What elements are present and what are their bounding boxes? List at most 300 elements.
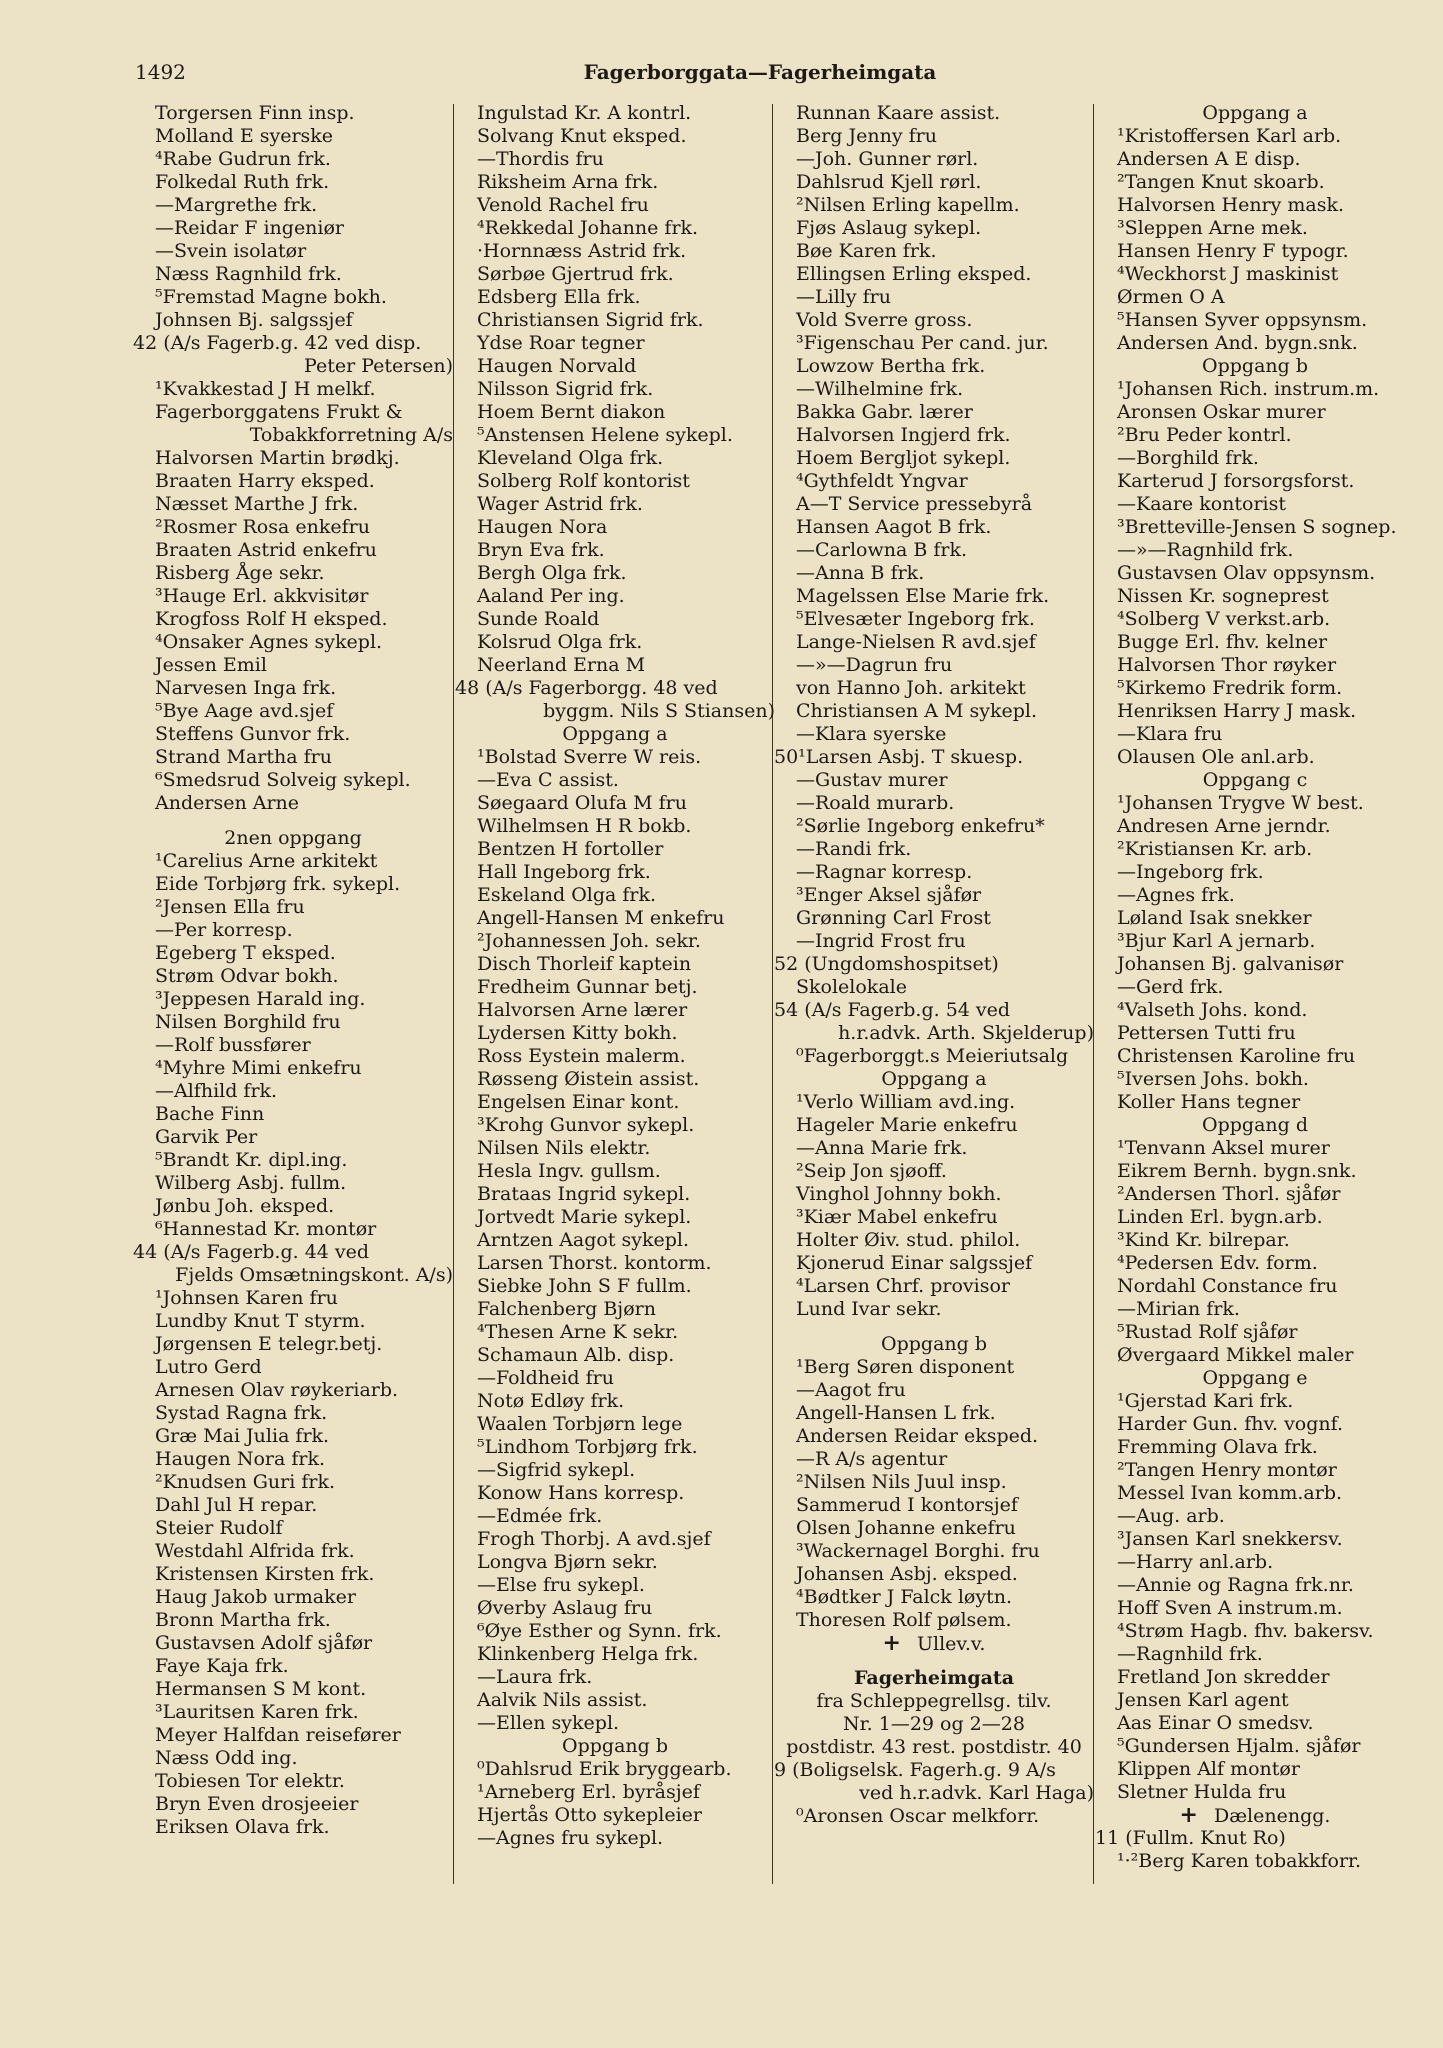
listing-line: Tobakkforretning A/s [249, 424, 453, 446]
section-heading: Oppgang a [881, 1068, 987, 1090]
section-heading: Oppgang a [1202, 102, 1308, 124]
listing-line: ⁵Fremstad Magne bokh. [155, 286, 387, 308]
listing-line: Venold Rachel fru [477, 194, 649, 216]
cross-street-label: Dælenengg. [1213, 1805, 1331, 1827]
listing-line: Falchenberg Bjørn [477, 1298, 656, 1320]
house-number-entry: 11 (Fullm. Knut Ro) [1095, 1827, 1286, 1849]
listing-line: ⁵Kirkemo Fredrik form. [1117, 677, 1343, 699]
listing-line: Nilsen Nils elektr. [477, 1137, 651, 1159]
listing-line: ²Rosmer Rosa enkefru [155, 516, 370, 538]
listing-line: Øvergaard Mikkel maler [1117, 1344, 1354, 1366]
listing-line: ³Krohg Gunvor sykepl. [477, 1114, 695, 1136]
listing-line: Bentzen H fortoller [477, 838, 664, 860]
listing-line: ¹Kristoffersen Karl arb. [1117, 125, 1342, 147]
listing-line: ¹Gjerstad Kari frk. [1117, 1390, 1294, 1412]
listing-line: Vinghol Johnny bokh. [796, 1183, 1002, 1205]
listing-line: ⁴Rabe Gudrun frk. [155, 148, 331, 170]
house-number-entry: 44 (A/s Fagerb.g. 44 ved [133, 1241, 370, 1263]
listing-line: ¹Carelius Arne arkitekt [155, 850, 378, 872]
listing-line: Hansen Aagot B frk. [796, 516, 992, 538]
listing-line: Lowzow Bertha frk. [796, 355, 986, 377]
listing-line: Arntzen Aagot sykepl. [477, 1229, 690, 1251]
section-heading: Oppgang e [1202, 1367, 1308, 1389]
listing-line: Klippen Alf montør [1117, 1758, 1300, 1780]
section-heading: 2nen oppgang [224, 827, 362, 849]
listing-line: Aas Einar O smedsv. [1117, 1712, 1314, 1734]
section-heading: fra Schleppegrellsg. tilv. [816, 1690, 1052, 1712]
listing-line: Steier Rudolf [155, 1517, 283, 1539]
house-number-entry: 42 (A/s Fagerb.g. 42 ved disp. [133, 332, 422, 354]
house-number-entry: 50¹Larsen Asbj. T skuesp. [774, 746, 1024, 768]
listing-line: Gustavsen Adolf sjåfør [155, 1632, 373, 1654]
listing-line: ¹Arneberg Erl. byråsjef [477, 1781, 700, 1803]
listing-line: —Margrethe frk. [155, 194, 318, 216]
listing-line: ²Tangen Knut skoarb. [1117, 171, 1325, 193]
listing-line: Jensen Karl agent [1117, 1689, 1289, 1711]
listing-line: Andersen And. bygn.snk. [1117, 332, 1358, 354]
listing-line: Fremming Olava frk. [1117, 1436, 1318, 1458]
listing-line: Røsseng Øistein assist. [477, 1068, 700, 1090]
directory-column-1 [133, 102, 453, 1839]
listing-line: Strøm Odvar bokh. [155, 965, 339, 987]
listing-line: Henriksen Harry J mask. [1117, 700, 1357, 722]
listing-line: Klinkenberg Helga frk. [477, 1643, 699, 1665]
listing-line: Christensen Karoline fru [1117, 1045, 1356, 1067]
section-heading: Oppgang b [881, 1333, 987, 1355]
listing-line: Fredheim Gunnar betj. [477, 976, 698, 998]
listing-line: Thoresen Rolf pølsem. [796, 1609, 1012, 1631]
listing-line: Frogh Thorbj. A avd.sjef [477, 1528, 711, 1550]
listing-line: Fretland Jon skredder [1117, 1666, 1330, 1688]
listing-line: ³Sleppen Arne mek. [1117, 217, 1308, 239]
listing-line: Aronsen Oskar murer [1117, 401, 1326, 423]
listing-line: ³Enger Aksel sjåfør [796, 884, 982, 906]
listing-line: —Joh. Gunner rørl. [796, 148, 979, 170]
listing-line: Grønning Carl Frost [796, 907, 991, 929]
section-heading: Oppgang a [562, 723, 668, 745]
listing-line: ²Sørlie Ingeborg enkefru* [796, 815, 1045, 837]
listing-line: ⁴Pedersen Edv. form. [1117, 1252, 1318, 1274]
listing-line: Risberg Åge sekr. [155, 562, 325, 584]
house-number-entry: 54 (A/s Fagerb.g. 54 ved [774, 999, 1011, 1021]
listing-line: Jønbu Joh. eksped. [155, 1195, 335, 1217]
listing-line: Lundby Knut T styrm. [155, 1310, 366, 1332]
listing-line: Skolelokale [796, 976, 907, 998]
listing-line: Hesla Ingv. gullsm. [477, 1160, 661, 1182]
listing-line: ²Tangen Henry montør [1117, 1459, 1337, 1481]
listing-line: —Anna B frk. [796, 562, 925, 584]
listing-line: ⁵Anstensen Helene sykepl. [477, 424, 733, 446]
listing-line: Ingulstad Kr. A kontrl. [477, 102, 692, 124]
listing-line: ⁵Bye Aage avd.sjef [155, 700, 334, 722]
listing-line: Næss Ragnhild frk. [155, 263, 342, 285]
listing-line: ²Jensen Ella fru [155, 896, 305, 918]
listing-line: —Gerd frk. [1117, 976, 1224, 998]
house-number-entry: 48 (A/s Fagerborgg. 48 ved [455, 677, 718, 699]
listing-line: Holter Øiv. stud. philol. [796, 1229, 1021, 1251]
listing-line: —Carlowna B frk. [796, 539, 967, 561]
listing-line: Bryn Even drosjeeier [155, 1793, 359, 1815]
section-heading: Fagerheimgata [853, 1667, 1015, 1689]
listing-line: ved h.r.advk. Karl Haga) [859, 1782, 1094, 1804]
listing-line: ⁴Valseth Johs. kond. [1117, 999, 1308, 1021]
listing-line: von Hanno Joh. arkitekt [796, 677, 1026, 699]
listing-line: ³Bretteville-Jensen S sognep. [1117, 516, 1397, 538]
listing-line: ⁴Bødtker J Falck løytn. [796, 1586, 1013, 1608]
listing-line: Hageler Marie enkefru [796, 1114, 1018, 1136]
listing-line: Lange-Nielsen R avd.sjef [796, 631, 1036, 653]
listing-line: Halvorsen Arne lærer [477, 999, 688, 1021]
listing-line: ·Hornnæss Astrid frk. [477, 240, 687, 262]
listing-line: Halvorsen Thor røyker [1117, 654, 1337, 676]
listing-line: Hall Ingeborg frk. [477, 861, 651, 883]
listing-line: —Randi frk. [796, 838, 912, 860]
listing-line: Siebke John S F fullm. [477, 1275, 692, 1297]
listing-line: Olausen Ole anl.arb. [1117, 746, 1315, 768]
listing-line: —Ragnhild frk. [1117, 1643, 1263, 1665]
listing-line: —Edmée frk. [477, 1505, 603, 1527]
listing-line: Hoem Bernt diakon [477, 401, 666, 423]
listing-line: ⁶Smedsrud Solveig sykepl. [155, 769, 411, 791]
listing-line: Andersen A E disp. [1117, 148, 1301, 170]
listing-line: ²Nilsen Erling kapellm. [796, 194, 1020, 216]
listing-line: ³Kiær Mabel enkefru [796, 1206, 998, 1228]
listing-line: ⁵Iversen Johs. bokh. [1117, 1068, 1309, 1090]
listing-line: Fjøs Aslaug sykepl. [796, 217, 982, 239]
listing-line: Angell-Hansen L frk. [796, 1402, 996, 1424]
listing-line: Runnan Kaare assist. [796, 102, 1001, 124]
page-header [135, 60, 1385, 94]
page-number: 1492 [135, 60, 186, 84]
listing-line: Kolsrud Olga frk. [477, 631, 643, 653]
listing-line: —Ingrid Frost fru [796, 930, 966, 952]
listing-line: Eikrem Bernh. bygn.snk. [1117, 1160, 1357, 1182]
listing-line: ⁵Lindhom Torbjørg frk. [477, 1436, 698, 1458]
listing-line: —Else fru sykepl. [477, 1574, 645, 1596]
listing-line: —»—Dagrun fru [796, 654, 953, 676]
listing-line: Græ Mai Julia frk. [155, 1425, 330, 1447]
listing-line: Haug Jakob urmaker [155, 1586, 356, 1608]
listing-line: ¹Tenvann Aksel murer [1117, 1137, 1330, 1159]
listing-line: Wager Astrid frk. [477, 493, 643, 515]
listing-line: —Agnes fru sykepl. [477, 1827, 664, 1849]
listing-line: Strand Martha fru [155, 746, 332, 768]
listing-line: ³Jeppesen Harald ing. [155, 988, 366, 1010]
listing-line: Arnesen Olav røykeriarb. [155, 1379, 399, 1401]
house-number-entry: 9 (Boligselsk. Fagerh.g. 9 A/s [774, 1759, 1056, 1781]
listing-line: ¹Verlo William avd.ing. [796, 1091, 1016, 1113]
listing-line: Vold Sverre gross. [796, 309, 973, 331]
listing-line: —Eva C assist. [477, 769, 619, 791]
listing-line: Aalvik Nils assist. [477, 1689, 648, 1711]
listing-line: —Klara syerske [796, 723, 947, 745]
listing-line: Nissen Kr. sogneprest [1117, 585, 1329, 607]
listing-line: ⁵Gundersen Hjalm. sjåfør [1117, 1735, 1361, 1757]
listing-line: —Gustav murer [796, 769, 948, 791]
listing-line: Eriksen Olava frk. [155, 1816, 330, 1838]
section-heading: Oppgang b [1202, 355, 1308, 377]
listing-line: Brataas Ingrid sykepl. [477, 1183, 691, 1205]
listing-line: h.r.advk. Arth. Skjelderup) [838, 1022, 1094, 1044]
listing-line: Peter Petersen) [304, 355, 453, 377]
listing-line: —Wilhelmine frk. [796, 378, 964, 400]
listing-line: Longva Bjørn sekr. [477, 1551, 658, 1573]
listing-line: Fagerborggatens Frukt & [155, 401, 403, 423]
listing-line: Næss Odd ing. [155, 1747, 298, 1769]
listing-line: ⁵Hansen Syver oppsynsm. [1117, 309, 1368, 331]
listing-line: Hansen Henry F typogr. [1117, 240, 1349, 262]
listing-line: Sammerud I kontorsjef [796, 1494, 1018, 1516]
listing-line: Krogfoss Rolf H eksped. [155, 608, 388, 630]
listing-line: ⁴Strøm Hagb. fhv. bakersv. [1117, 1620, 1374, 1642]
listing-line: Edsberg Ella frk. [477, 286, 641, 308]
listing-line: Wilhelmsen H R bokb. [477, 815, 692, 837]
listing-line: ²Nilsen Nils Juul insp. [796, 1471, 1007, 1493]
listing-line: —Harry anl.arb. [1117, 1551, 1274, 1573]
listing-line: —Reidar F ingeniør [155, 217, 345, 239]
listing-line: —Svein isolatør [155, 240, 307, 262]
listing-line: Jessen Emil [155, 654, 267, 676]
listing-line: Linden Erl. bygn.arb. [1117, 1206, 1323, 1228]
listing-line: ³Hauge Erl. akkvisitør [155, 585, 369, 607]
listing-line: Harder Gun. fhv. vognf. [1117, 1413, 1344, 1435]
listing-line: Bryn Eva frk. [477, 539, 605, 561]
listing-line: Øverby Aslaug fru [477, 1597, 653, 1619]
listing-line: Gustavsen Olav oppsynsm. [1117, 562, 1376, 584]
listing-line: Fjelds Omsætningskont. A/s) [175, 1264, 453, 1286]
listing-line: Kristensen Kirsten frk. [155, 1563, 375, 1585]
spacer [774, 1321, 1094, 1333]
listing-line: ⁴Thesen Arne K sekr. [477, 1321, 679, 1343]
listing-line: Pettersen Tutti fru [1117, 1022, 1296, 1044]
directory-column-4 [1095, 102, 1415, 1873]
listing-line: Meyer Halfdan reisefører [155, 1724, 401, 1746]
listing-line: Halvorsen Martin brødkj. [155, 447, 400, 469]
listing-line: Lydersen Kitty bokh. [477, 1022, 678, 1044]
listing-line: —Mirian frk. [1117, 1298, 1240, 1320]
listing-line: ⁴Weckhorst J maskinist [1117, 263, 1339, 285]
listing-line: —Agnes frk. [1117, 884, 1235, 906]
listing-line: ²Bru Peder kontrl. [1117, 424, 1292, 446]
listing-line: Folkedal Ruth frk. [155, 171, 330, 193]
listing-line: Christiansen A M sykepl. [796, 700, 1038, 722]
listing-line: ⁵Elvesæter Ingeborg frk. [796, 608, 1035, 630]
listing-line: Nilsen Borghild fru [155, 1011, 341, 1033]
listing-line: ¹Johnsen Karen fru [155, 1287, 338, 1309]
listing-line: Eide Torbjørg frk. sykepl. [155, 873, 401, 895]
listing-line: Messel Ivan komm.arb. [1117, 1482, 1343, 1504]
listing-line: Molland E syerske [155, 125, 334, 147]
listing-line: —Rolf bussfører [155, 1034, 311, 1056]
listing-line: ⁴Larsen Chrf. provisor [796, 1275, 1010, 1297]
listing-line: Karterud J forsorgsforst. [1117, 470, 1355, 492]
listing-line: Steffens Gunvor frk. [155, 723, 351, 745]
spacer [774, 1655, 1094, 1667]
listing-line: Johansen Asbj. eksped. [796, 1563, 1018, 1585]
listing-line: ⁶Øye Esther og Synn. frk. [477, 1620, 722, 1642]
listing-line: —Per korresp. [155, 919, 293, 941]
listing-line: Larsen Thorst. kontorm. [477, 1252, 712, 1274]
listing-line: —R A/s agentur [796, 1448, 948, 1470]
listing-line: Bakka Gabr. lærer [796, 401, 973, 423]
listing-line: Tobiesen Tor elektr. [155, 1770, 345, 1792]
listing-line: ⁴Onsaker Agnes sykepl. [155, 631, 383, 653]
listing-line: Andersen Arne [155, 792, 300, 814]
listing-line: Berg Jenny fru [796, 125, 937, 147]
listing-line: Hoem Bergljot sykepl. [796, 447, 1011, 469]
listing-line: ⁰Dahlsrud Erik bryggearb. [477, 1758, 732, 1780]
listing-line: ³Figenschau Per cand. jur. [796, 332, 1049, 354]
listing-line: —Kaare kontorist [1117, 493, 1287, 515]
listing-line: ³Lauritsen Karen frk. [155, 1701, 359, 1723]
listing-line: Eskeland Olga frk. [477, 884, 657, 906]
section-heading: Oppgang d [1202, 1114, 1308, 1136]
listing-line: ⁵Brandt Kr. dipl.ing. [155, 1149, 348, 1171]
listing-line: ³Bjur Karl A jernarb. [1117, 930, 1316, 952]
listing-line: —»—Ragnhild frk. [1117, 539, 1294, 561]
listing-line: Konow Hans korresp. [477, 1482, 685, 1504]
listing-line: Kjonerud Einar salgssjef [796, 1252, 1033, 1274]
listing-line: ⁵Rustad Rolf sjåfør [1117, 1321, 1298, 1343]
listing-line: Sletner Hulda fru [1117, 1781, 1287, 1803]
listing-line: Bugge Erl. fhv. kelner [1117, 631, 1328, 653]
listing-line: ³Wackernagel Borghi. fru [796, 1540, 1040, 1562]
listing-line: —Ingeborg frk. [1117, 861, 1264, 883]
listing-line: Ydse Roar tegner [477, 332, 645, 354]
listing-line: Christiansen Sigrid frk. [477, 309, 704, 331]
listing-line: Andresen Arne jerndr. [1117, 815, 1331, 837]
listing-line: Faye Kaja frk. [155, 1655, 289, 1677]
listing-line: Notø Edløy frk. [477, 1390, 625, 1412]
listing-line: Hermansen S M kont. [155, 1678, 367, 1700]
cross-icon: + [882, 1632, 901, 1655]
listing-line: Jortvedt Marie sykepl. [477, 1206, 692, 1228]
listing-line: Næsset Marthe J frk. [155, 493, 359, 515]
listing-line: Dahl Jul H repar. [155, 1494, 318, 1516]
listing-line: ²Kristiansen Kr. arb. [1117, 838, 1313, 860]
listing-line: A—T Service pressebyrå [796, 493, 1033, 515]
listing-line: ¹Johansen Rich. instrum.m. [1117, 378, 1380, 400]
listing-line: ⁰Fagerborggt.s Meieriutsalg [796, 1045, 1069, 1067]
listing-line: ²Knudsen Guri frk. [155, 1471, 335, 1493]
section-heading: Nr. 1—29 og 2—28 [843, 1713, 1025, 1735]
listing-line: Ellingsen Erling eksped. [796, 263, 1032, 285]
listing-line: ¹Bolstad Sverre W reis. [477, 746, 702, 768]
listing-line: Braaten Astrid enkefru [155, 539, 377, 561]
listing-line: Solberg Rolf kontorist [477, 470, 690, 492]
page-title: Fagerborggata—Fagerheimgata [583, 60, 937, 84]
listing-line: —Annie og Ragna frk.nr. [1117, 1574, 1354, 1596]
listing-line: Westdahl Alfrida frk. [155, 1540, 355, 1562]
listing-line: Johnsen Bj. salgssjef [155, 309, 353, 331]
listing-line: ⁴Solberg V verkst.arb. [1117, 608, 1331, 630]
listing-line: Søegaard Olufa M fru [477, 792, 687, 814]
section-heading: postdistr. 43 rest. postdistr. 40 [786, 1736, 1082, 1758]
listing-line: Johansen Bj. galvanisør [1117, 953, 1344, 975]
listing-line: ¹·²Berg Karen tobakkforr. [1117, 1850, 1362, 1872]
listing-line: Riksheim Arna frk. [477, 171, 659, 193]
listing-line: —Borghild frk. [1117, 447, 1259, 469]
listing-line: —Aug. arb. [1117, 1505, 1225, 1527]
listing-line: Bøe Karen frk. [796, 240, 937, 262]
listing-line: —Ragnar korresp. [796, 861, 973, 883]
listing-line: ¹Kvakkestad J H melkf. [155, 378, 376, 400]
listing-line: Hoff Sven A instrum.m. [1117, 1597, 1343, 1619]
listing-line: ¹Johansen Trygve W best. [1117, 792, 1364, 814]
listing-line: ³Kind Kr. bilrepar. [1117, 1229, 1290, 1251]
listing-line: Torgersen Finn insp. [155, 102, 355, 124]
listing-line: Sunde Roald [477, 608, 600, 630]
listing-line: Koller Hans tegner [1117, 1091, 1301, 1113]
listing-line: Braaten Harry eksped. [155, 470, 375, 492]
listing-line: Halvorsen Henry mask. [1117, 194, 1345, 216]
listing-line: ⁴Rekkedal Johanne frk. [477, 217, 699, 239]
section-heading: Oppgang c [1202, 769, 1308, 791]
column-divider [453, 104, 454, 1884]
section-heading: Oppgang b [562, 1735, 668, 1757]
cross-street-marker [774, 1632, 1094, 1655]
listing-line: ⁶Hannestad Kr. montør [155, 1218, 377, 1240]
listing-line: ³Jansen Karl snekkersv. [1117, 1528, 1343, 1550]
cross-icon: + [1179, 1804, 1198, 1827]
listing-line: Schamaun Alb. disp. [477, 1344, 675, 1366]
listing-line: Olsen Johanne enkefru [796, 1517, 1016, 1539]
listing-line: Haugen Nora [477, 516, 608, 538]
listing-line: —Foldheid fru [477, 1367, 614, 1389]
listing-line: Garvik Per [155, 1126, 258, 1148]
listing-line: Ørmen O A [1117, 286, 1225, 308]
listing-line: Nilsson Sigrid frk. [477, 378, 654, 400]
listing-line: —Laura frk. [477, 1666, 593, 1688]
house-number-entry: 52 (Ungdomshospitset) [774, 953, 999, 975]
listing-line: —Lilly fru [796, 286, 891, 308]
listing-line: ⁴Gythfeldt Yngvar [796, 470, 968, 492]
listing-line: Disch Thorleif kaptein [477, 953, 692, 975]
listing-line: —Anna Marie frk. [796, 1137, 968, 1159]
listing-line: —Roald murarb. [796, 792, 955, 814]
directory-column-3 [774, 102, 1094, 1828]
listing-line: Bergh Olga frk. [477, 562, 627, 584]
listing-line: ²Johannessen Joh. sekr. [477, 930, 701, 952]
listing-line: ²Seip Jon sjøoff. [796, 1160, 947, 1182]
listing-line: Solvang Knut eksped. [477, 125, 687, 147]
listing-line: Aaland Per ing. [477, 585, 625, 607]
listing-line: byggm. Nils S Stiansen) [543, 700, 775, 722]
listing-line: Hjertås Otto sykepleier [477, 1804, 702, 1826]
listing-line: Kleveland Olga frk. [477, 447, 664, 469]
listing-line: —Ellen sykepl. [477, 1712, 620, 1734]
listing-line: Engelsen Einar kont. [477, 1091, 680, 1113]
listing-line: Bache Finn [155, 1103, 265, 1125]
spacer [133, 815, 453, 827]
listing-line: Sørbøe Gjertrud frk. [477, 263, 674, 285]
listing-line: Narvesen Inga frk. [155, 677, 337, 699]
listing-line: ²Andersen Thorl. sjåfør [1117, 1183, 1341, 1205]
listing-line: Nordahl Constance fru [1117, 1275, 1338, 1297]
listing-line: —Klara fru [1117, 723, 1223, 745]
listing-line: ⁴Myhre Mimi enkefru [155, 1057, 362, 1079]
listing-line: Halvorsen Ingjerd frk. [796, 424, 1011, 446]
listing-line: Neerland Erna M [477, 654, 646, 676]
listing-line: Jørgensen E telegr.betj. [155, 1333, 383, 1355]
listing-line: Løland Isak snekker [1117, 907, 1312, 929]
listing-line: Magelssen Else Marie frk. [796, 585, 1050, 607]
directory-column-2 [455, 102, 775, 1850]
listing-line: Waalen Torbjørn lege [477, 1413, 683, 1435]
listing-line: ⁰Aronsen Oscar melkforr. [796, 1805, 1040, 1827]
cross-street-label: Ullev.v. [916, 1633, 986, 1655]
listing-line: Haugen Norvald [477, 355, 637, 377]
